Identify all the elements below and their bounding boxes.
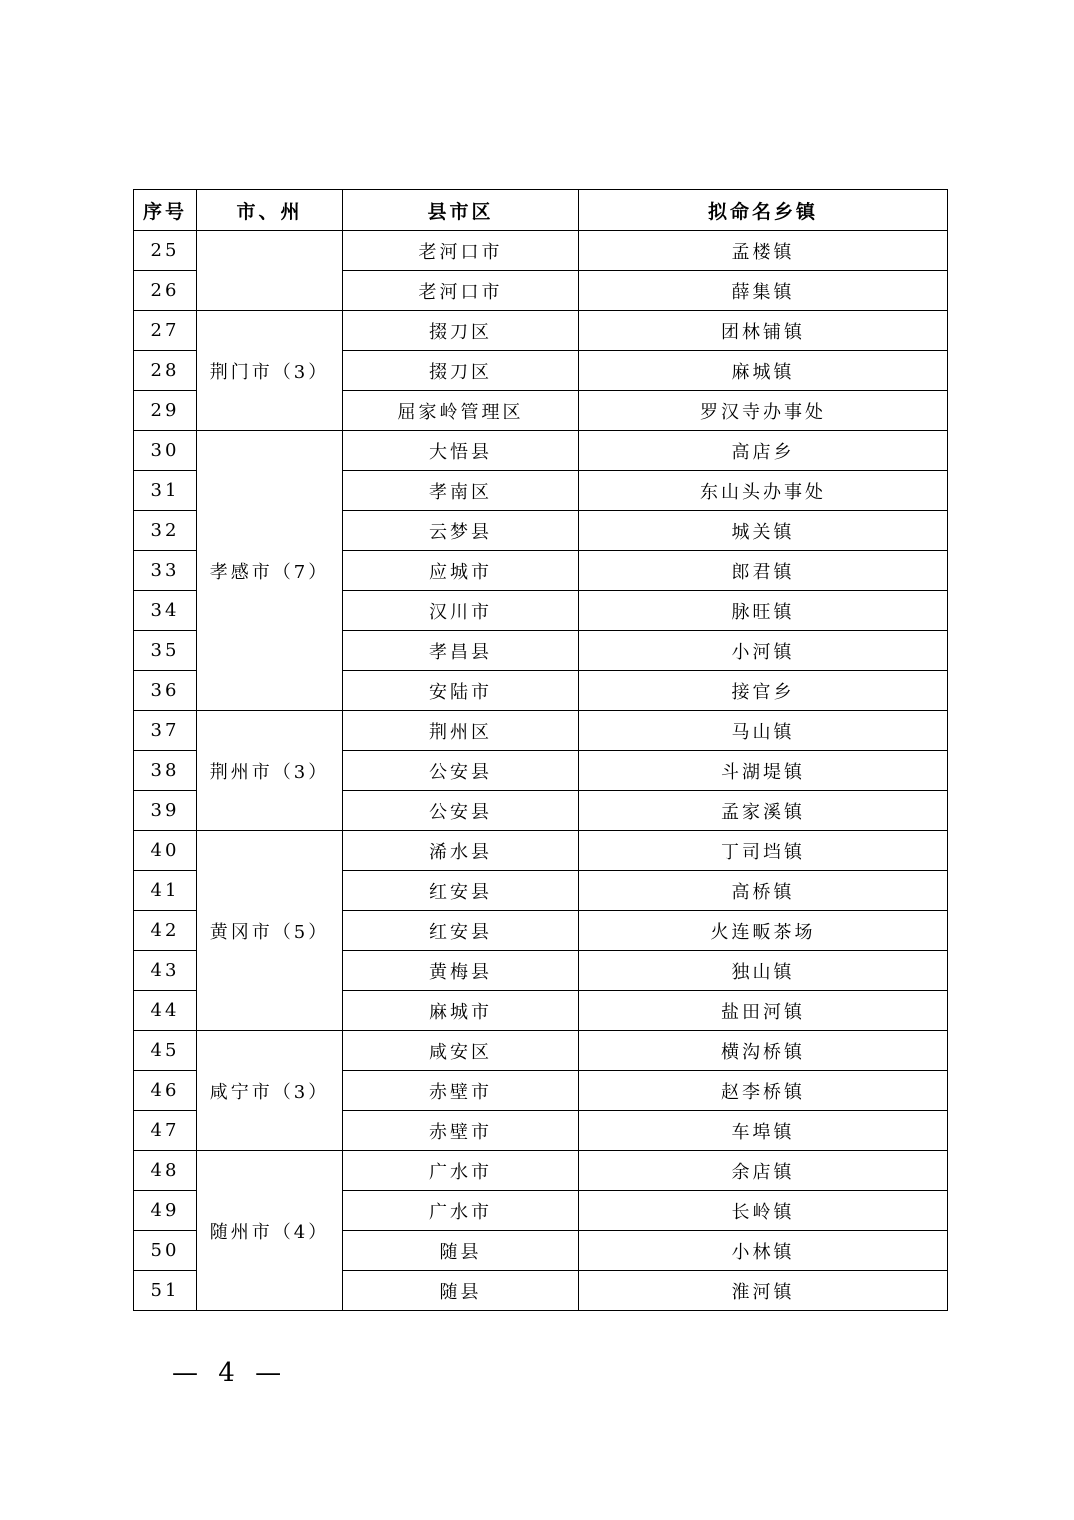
town-cell: 赵李桥镇 <box>579 1071 948 1111</box>
serial-cell: 38 <box>134 751 197 791</box>
county-cell: 广水市 <box>343 1191 579 1231</box>
town-cell: 淮河镇 <box>579 1271 948 1311</box>
serial-cell: 37 <box>134 711 197 751</box>
table-body <box>134 231 948 1311</box>
page-number: — 4 — <box>172 1358 288 1388</box>
town-cell: 城关镇 <box>579 511 948 551</box>
town-cell: 郎君镇 <box>579 551 948 591</box>
town-cell: 丁司垱镇 <box>579 831 948 871</box>
county-cell: 老河口市 <box>343 271 579 311</box>
serial-cell: 27 <box>134 311 197 351</box>
serial-cell: 45 <box>134 1031 197 1071</box>
table-row <box>134 1151 948 1191</box>
serial-cell: 26 <box>134 271 197 311</box>
county-cell: 黄梅县 <box>343 951 579 991</box>
town-cell: 火连畈茶场 <box>579 911 948 951</box>
county-cell: 汉川市 <box>343 591 579 631</box>
county-cell: 随县 <box>343 1271 579 1311</box>
town-cell: 斗湖堤镇 <box>579 751 948 791</box>
county-cell: 咸安区 <box>343 1031 579 1071</box>
town-cell: 马山镇 <box>579 711 948 751</box>
county-cell: 安陆市 <box>343 671 579 711</box>
town-cell: 薛集镇 <box>579 271 948 311</box>
county-cell: 赤壁市 <box>343 1071 579 1111</box>
serial-cell: 48 <box>134 1151 197 1191</box>
serial-cell: 41 <box>134 871 197 911</box>
serial-cell: 31 <box>134 471 197 511</box>
town-cell: 麻城镇 <box>579 351 948 391</box>
header-city: 市、州 <box>197 190 343 231</box>
town-cell: 小林镇 <box>579 1231 948 1271</box>
county-cell: 公安县 <box>343 751 579 791</box>
city-cell: 孝感市（7） <box>197 431 343 711</box>
town-cell: 盐田河镇 <box>579 991 948 1031</box>
county-cell: 掇刀区 <box>343 311 579 351</box>
town-cell: 小河镇 <box>579 631 948 671</box>
county-cell: 红安县 <box>343 911 579 951</box>
town-cell: 孟家溪镇 <box>579 791 948 831</box>
county-cell: 应城市 <box>343 551 579 591</box>
town-cell: 团林铺镇 <box>579 311 948 351</box>
serial-cell: 44 <box>134 991 197 1031</box>
table-row <box>134 831 948 871</box>
town-cell: 横沟桥镇 <box>579 1031 948 1071</box>
serial-cell: 40 <box>134 831 197 871</box>
town-cell: 孟楼镇 <box>579 231 948 271</box>
serial-cell: 42 <box>134 911 197 951</box>
table-row <box>134 431 948 471</box>
table-row <box>134 311 948 351</box>
town-cell: 罗汉寺办事处 <box>579 391 948 431</box>
table-row <box>134 1031 948 1071</box>
table-row <box>134 711 948 751</box>
serial-cell: 50 <box>134 1231 197 1271</box>
table-row <box>134 231 948 271</box>
header-serial: 序号 <box>134 190 197 231</box>
header-town: 拟命名乡镇 <box>579 190 948 231</box>
town-cell: 高桥镇 <box>579 871 948 911</box>
county-cell: 浠水县 <box>343 831 579 871</box>
serial-cell: 39 <box>134 791 197 831</box>
county-cell: 公安县 <box>343 791 579 831</box>
serial-cell: 36 <box>134 671 197 711</box>
county-cell: 随县 <box>343 1231 579 1271</box>
serial-cell: 51 <box>134 1271 197 1311</box>
city-cell: 黄冈市（5） <box>197 831 343 1031</box>
serial-cell: 46 <box>134 1071 197 1111</box>
city-cell: 咸宁市（3） <box>197 1031 343 1151</box>
serial-cell: 33 <box>134 551 197 591</box>
town-cell: 接官乡 <box>579 671 948 711</box>
serial-cell: 32 <box>134 511 197 551</box>
serial-cell: 30 <box>134 431 197 471</box>
county-cell: 红安县 <box>343 871 579 911</box>
town-cell: 车埠镇 <box>579 1111 948 1151</box>
serial-cell: 25 <box>134 231 197 271</box>
city-cell: 荆州市（3） <box>197 711 343 831</box>
township-table <box>133 189 948 1311</box>
table-header-row <box>134 190 948 231</box>
county-cell: 荆州区 <box>343 711 579 751</box>
serial-cell: 47 <box>134 1111 197 1151</box>
header-county: 县市区 <box>343 190 579 231</box>
town-cell: 长岭镇 <box>579 1191 948 1231</box>
county-cell: 麻城市 <box>343 991 579 1031</box>
county-cell: 掇刀区 <box>343 351 579 391</box>
serial-cell: 34 <box>134 591 197 631</box>
county-cell: 大悟县 <box>343 431 579 471</box>
town-cell: 余店镇 <box>579 1151 948 1191</box>
county-cell: 赤壁市 <box>343 1111 579 1151</box>
county-cell: 云梦县 <box>343 511 579 551</box>
county-cell: 老河口市 <box>343 231 579 271</box>
town-cell: 独山镇 <box>579 951 948 991</box>
county-cell: 广水市 <box>343 1151 579 1191</box>
serial-cell: 43 <box>134 951 197 991</box>
city-cell: 随州市（4） <box>197 1151 343 1311</box>
town-cell: 东山头办事处 <box>579 471 948 511</box>
county-cell: 屈家岭管理区 <box>343 391 579 431</box>
county-cell: 孝昌县 <box>343 631 579 671</box>
serial-cell: 35 <box>134 631 197 671</box>
city-cell <box>197 231 343 311</box>
serial-cell: 49 <box>134 1191 197 1231</box>
serial-cell: 28 <box>134 351 197 391</box>
town-cell: 脉旺镇 <box>579 591 948 631</box>
county-cell: 孝南区 <box>343 471 579 511</box>
town-cell: 高店乡 <box>579 431 948 471</box>
city-cell: 荆门市（3） <box>197 311 343 431</box>
serial-cell: 29 <box>134 391 197 431</box>
